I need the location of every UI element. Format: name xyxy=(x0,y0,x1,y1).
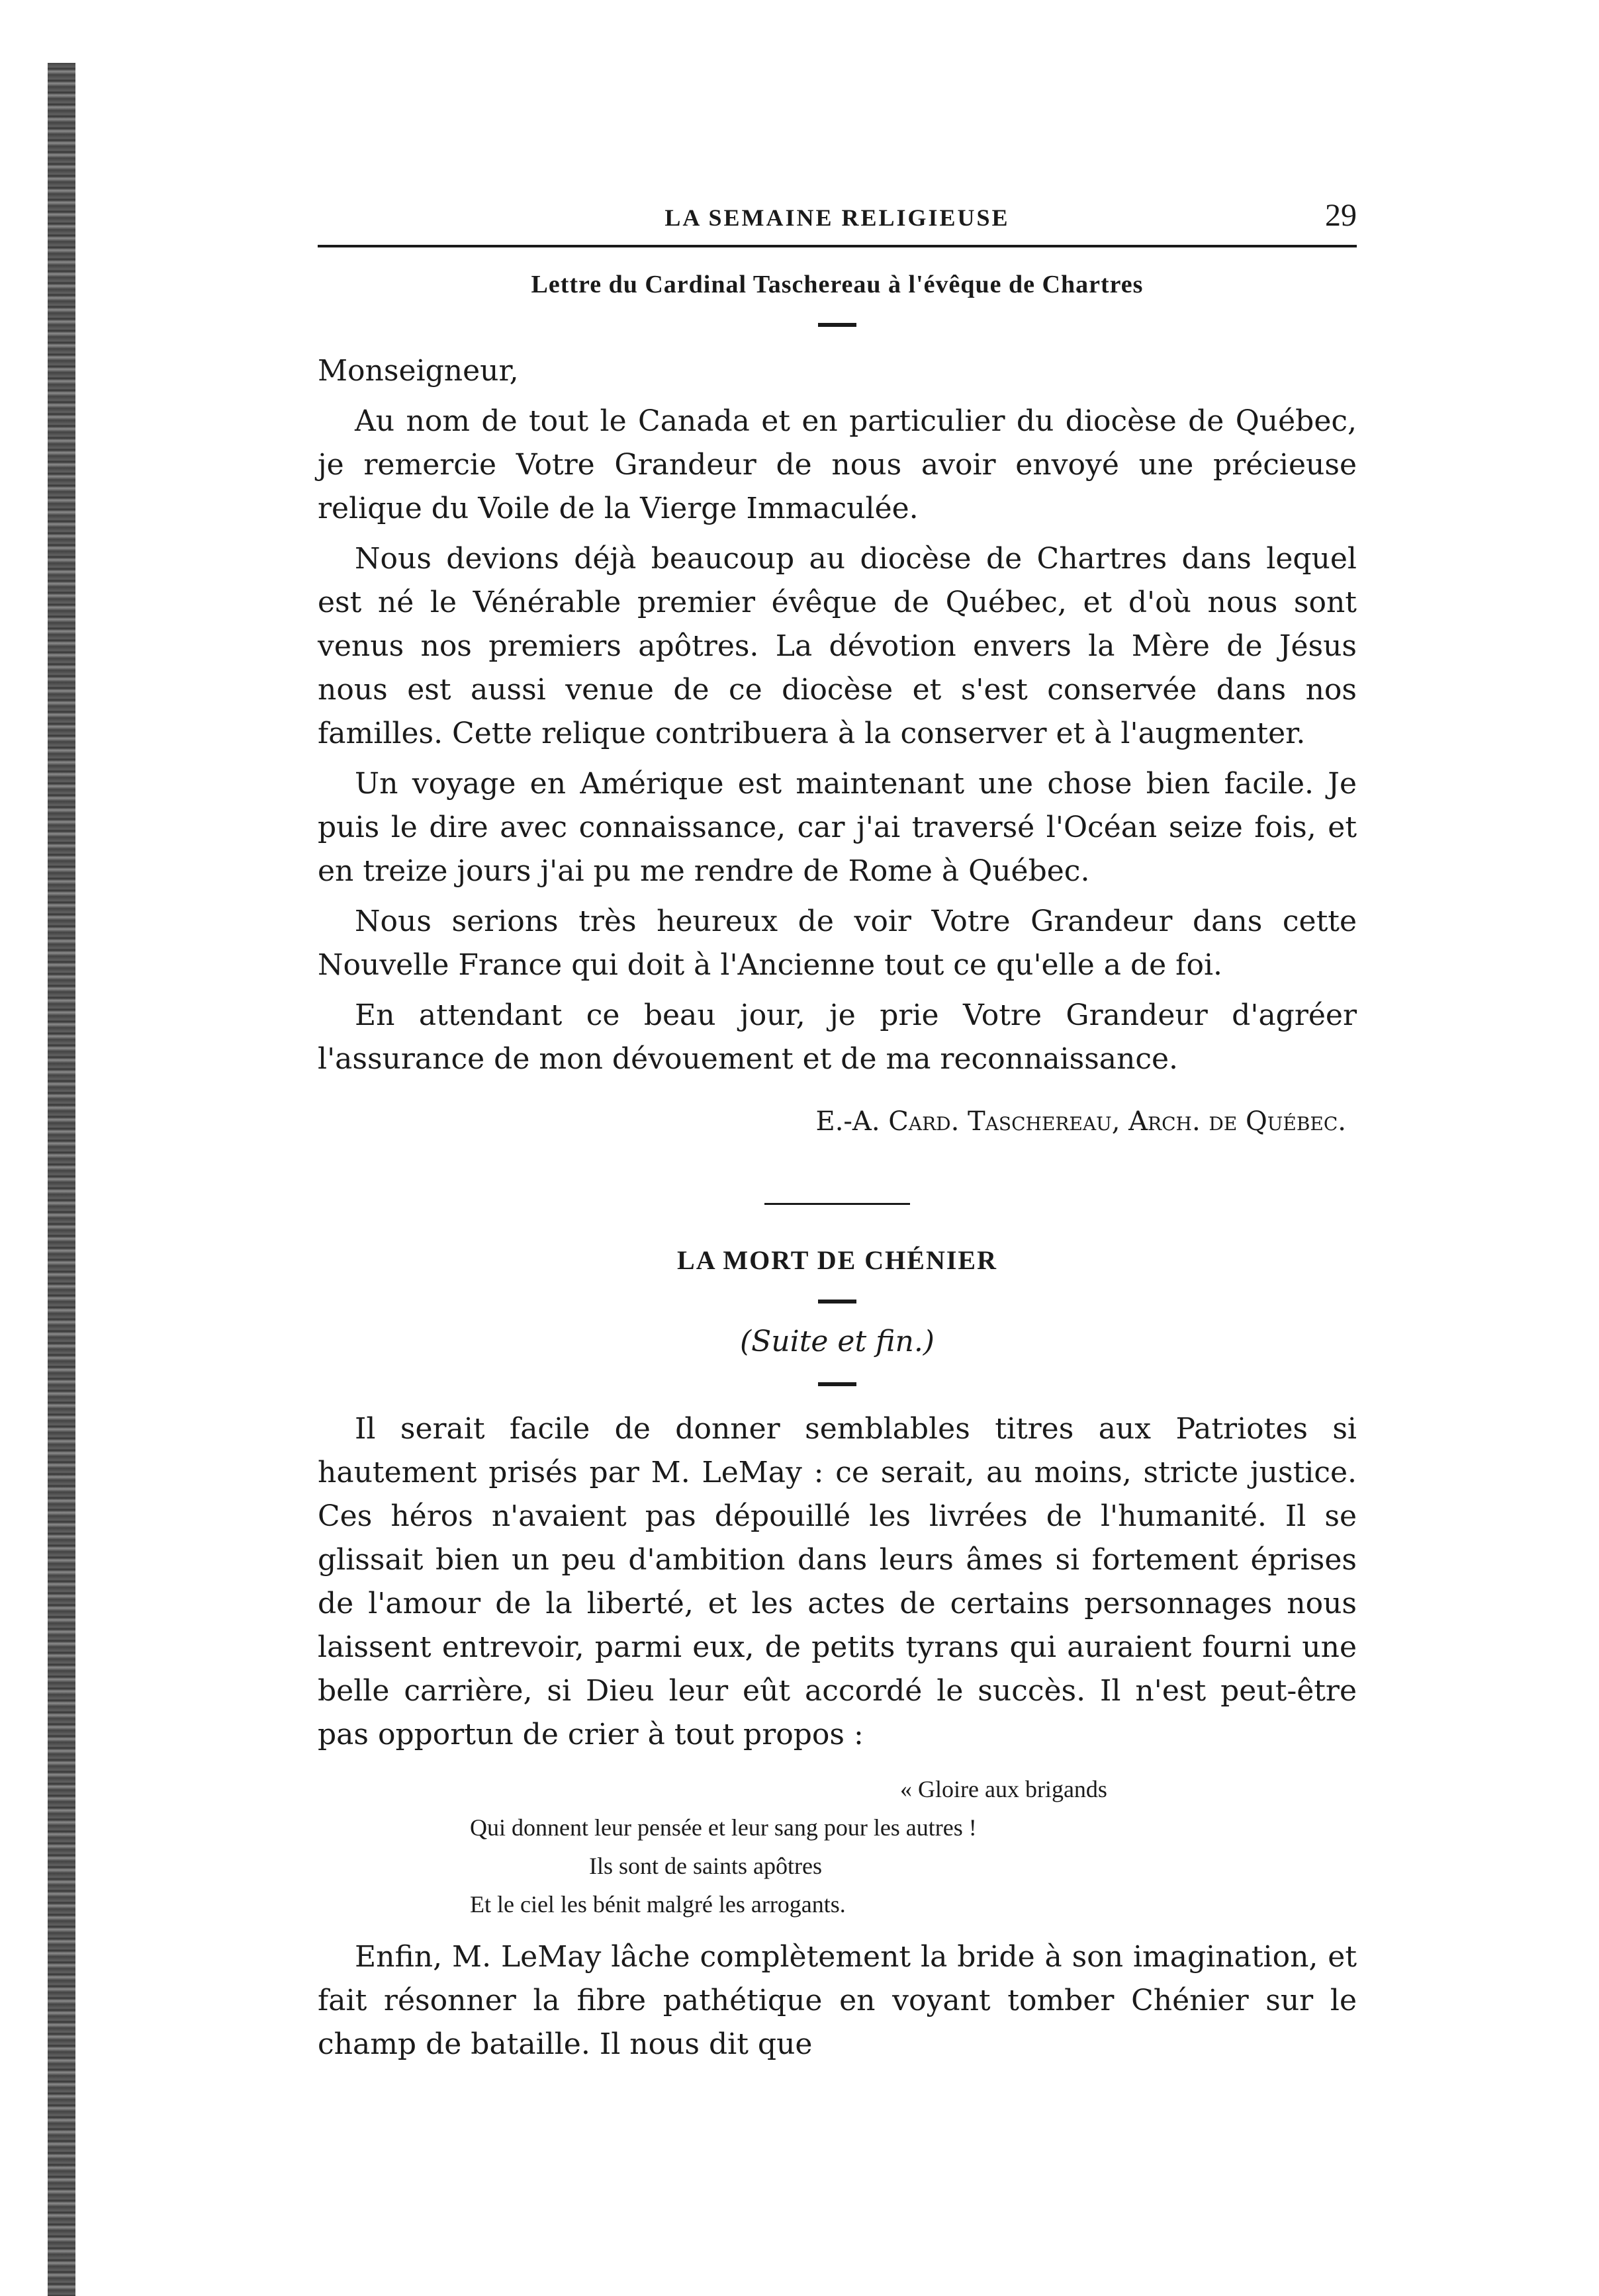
document-page xyxy=(318,192,1357,2256)
running-title: LA SEMAINE RELIGIEUSE xyxy=(664,204,1010,231)
poem-quote xyxy=(318,1770,1357,1923)
article-subtitle: (Suite et fin.) xyxy=(740,1325,935,1358)
title-dash xyxy=(818,1300,856,1303)
section-divider xyxy=(764,1203,910,1205)
subtitle-dash xyxy=(818,1382,856,1386)
letter-paragraph: Nous serions très heureux de voir Votre Grandeur dans cette Nouvelle France qui doit à l'Ancienne tout ce qu'elle a de foi. xyxy=(318,905,1357,982)
letter-paragraph: Un voyage en Amérique est maintenant une chose bien facile. Je puis le dire avec connaissance, car j'ai traversé l'Océan seize fois, et en treize jours j'ai pu me rendre de Rome à Québec. xyxy=(318,767,1357,888)
letter-paragraph: En attendant ce beau jour, je prie Votre Grandeur d'agréer l'assurance de mon dévouement et de ma reconnaissance. xyxy=(318,998,1357,1076)
letter-paragraph: Au nom de tout le Canada et en particulier du diocèse de Québec, je remercie Votre Grandeur de nous avoir envoyé une précieuse relique du Voile de la Vierge Immaculée. xyxy=(318,404,1357,525)
letter-paragraph: Nous devions déjà beaucoup au diocèse de Chartres dans lequel est né le Vénérable premier évêque de Québec, et d'où nous sont venus nos premiers apôtres. La dévotion envers la Mère de Jésus nous est aussi venue de ce diocèse et s'est conservée dans nos familles. Cette relique contribuera à la conserver et à l'augmenter. xyxy=(318,542,1357,750)
poem-line: Ils sont de saints apôtres xyxy=(589,1853,822,1879)
poem-line: Et le ciel les bénit malgré les arrogants. xyxy=(470,1891,846,1918)
letter-title: Lettre du Cardinal Taschereau à l'évêque de Chartres xyxy=(531,271,1144,298)
letter-salutation: Monseigneur, xyxy=(318,354,519,388)
letter-signature: E.-A. Card. Taschereau, Arch. de Québec. xyxy=(815,1106,1346,1137)
article-title: LA MORT DE CHÉNIER xyxy=(677,1245,997,1275)
title-dash xyxy=(818,323,856,327)
article-paragraph: Il serait facile de donner semblables titres aux Patriotes si hautement prisés par M. LeMay : ce serait, au moins, stricte justice. Ces héros n'avaient pas dépouillé les livrées de l'humanité. Il se glissait bien un peu d'ambition dans leurs âmes si fortement éprises de l'amour de la liberté, et les actes de certains personnages nous laissent entrevoir, parmi eux, de petits tyrans qui auraient fourni une belle carrière, si Dieu leur eût accordé le succès. Il n'est peut-être pas opportun de crier à tout propos : xyxy=(318,1412,1357,1751)
scan-binding-edge xyxy=(48,63,75,2296)
page-number: 29 xyxy=(1325,198,1357,233)
running-header xyxy=(318,192,1357,247)
poem-line: « Gloire aux brigands xyxy=(900,1776,1107,1802)
article-paragraph: Enfin, M. LeMay lâche complètement la bride à son imagination, et fait résonner la fibre pathétique en voyant tomber Chénier sur le champ de bataille. Il nous dit que xyxy=(318,1940,1357,2061)
poem-line: Qui donnent leur pensée et leur sang pour les autres ! xyxy=(470,1814,977,1841)
